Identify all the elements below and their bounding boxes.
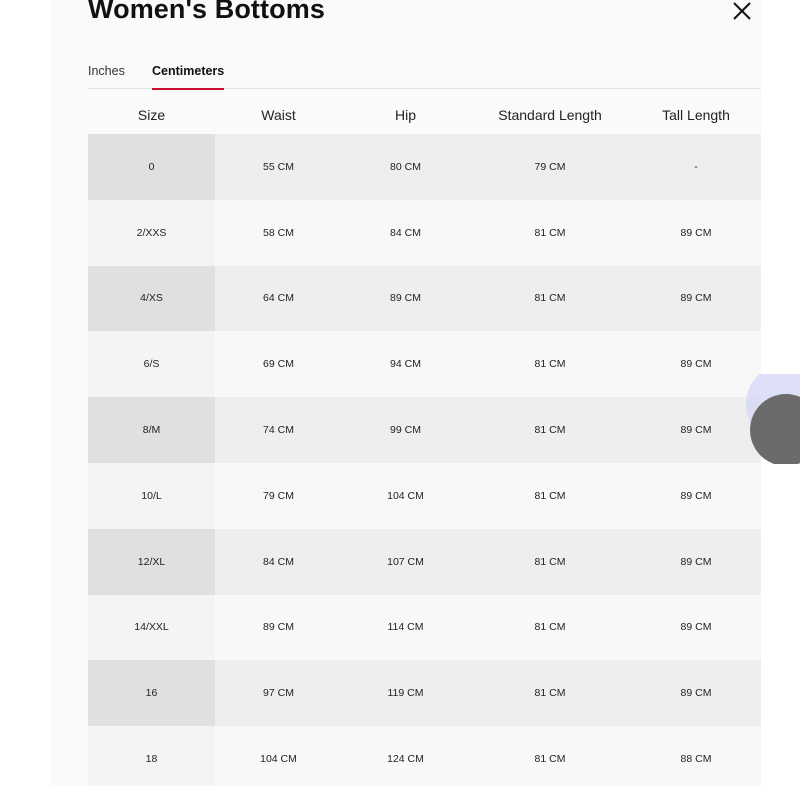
table-row: [88, 726, 761, 786]
header-size: Size: [88, 96, 215, 134]
cell-hip: 119 CM: [342, 660, 469, 726]
unit-tabs: [88, 60, 761, 89]
table-row: [88, 134, 761, 200]
cell-tall-length: 89 CM: [631, 331, 761, 397]
cell-waist: 97 CM: [215, 660, 342, 726]
size-table: [88, 96, 761, 786]
cell-tall-length: 89 CM: [631, 266, 761, 332]
cell-standard-length: 81 CM: [469, 331, 631, 397]
cell-standard-length: 81 CM: [469, 595, 631, 661]
table-header-row: [88, 96, 761, 134]
cell-waist: 84 CM: [215, 529, 342, 595]
cell-hip: 84 CM: [342, 200, 469, 266]
cell-size: 12/XL: [88, 529, 215, 595]
cell-tall-length: -: [631, 134, 761, 200]
cell-waist: 64 CM: [215, 266, 342, 332]
cell-waist: 74 CM: [215, 397, 342, 463]
table-row: [88, 529, 761, 595]
cell-hip: 114 CM: [342, 595, 469, 661]
cell-tall-length: 89 CM: [631, 200, 761, 266]
cell-waist: 79 CM: [215, 463, 342, 529]
cell-standard-length: 81 CM: [469, 660, 631, 726]
cell-size: 6/S: [88, 331, 215, 397]
cell-size: 2/XXS: [88, 200, 215, 266]
modal-title: Women's Bottoms: [88, 0, 325, 24]
cell-waist: 89 CM: [215, 595, 342, 661]
cell-size: 14/XXL: [88, 595, 215, 661]
cell-size: 8/M: [88, 397, 215, 463]
cell-waist: 58 CM: [215, 200, 342, 266]
cell-tall-length: 89 CM: [631, 529, 761, 595]
table-row: [88, 266, 761, 332]
cell-size: 18: [88, 726, 215, 786]
cell-hip: 99 CM: [342, 397, 469, 463]
cell-standard-length: 81 CM: [469, 529, 631, 595]
cell-hip: 104 CM: [342, 463, 469, 529]
tab-inches[interactable]: Inches: [88, 64, 125, 78]
cell-tall-length: 88 CM: [631, 726, 761, 786]
cell-tall-length: 89 CM: [631, 660, 761, 726]
tab-centimeters[interactable]: Centimeters: [152, 64, 224, 89]
cell-waist: 55 CM: [215, 134, 342, 200]
cell-hip: 80 CM: [342, 134, 469, 200]
header-tall-length: Tall Length: [631, 96, 761, 134]
cell-size: 16: [88, 660, 215, 726]
chat-bubble-icon: [741, 374, 800, 464]
cell-standard-length: 81 CM: [469, 463, 631, 529]
cell-hip: 107 CM: [342, 529, 469, 595]
cell-standard-length: 81 CM: [469, 397, 631, 463]
cell-tall-length: 89 CM: [631, 595, 761, 661]
table-row: [88, 397, 761, 463]
cell-standard-length: 81 CM: [469, 726, 631, 786]
header-hip: Hip: [342, 96, 469, 134]
close-icon: [729, 0, 755, 24]
cell-hip: 124 CM: [342, 726, 469, 786]
cell-waist: 69 CM: [215, 331, 342, 397]
table-row: [88, 660, 761, 726]
cell-standard-length: 81 CM: [469, 200, 631, 266]
cell-tall-length: 89 CM: [631, 463, 761, 529]
table-row: [88, 595, 761, 661]
cell-standard-length: 81 CM: [469, 266, 631, 332]
cell-size: 0: [88, 134, 215, 200]
table-row: [88, 331, 761, 397]
cell-size: 10/L: [88, 463, 215, 529]
cell-size: 4/XS: [88, 266, 215, 332]
header-standard-length: Standard Length: [469, 96, 631, 134]
cell-tall-length: 89 CM: [631, 397, 761, 463]
table-row: [88, 200, 761, 266]
close-button[interactable]: [729, 0, 755, 24]
table-row: [88, 463, 761, 529]
cell-waist: 104 CM: [215, 726, 342, 786]
floating-chat-widget[interactable]: [741, 374, 800, 464]
size-chart-modal: [51, 0, 761, 786]
cell-standard-length: 79 CM: [469, 134, 631, 200]
header-waist: Waist: [215, 96, 342, 134]
cell-hip: 94 CM: [342, 331, 469, 397]
cell-hip: 89 CM: [342, 266, 469, 332]
